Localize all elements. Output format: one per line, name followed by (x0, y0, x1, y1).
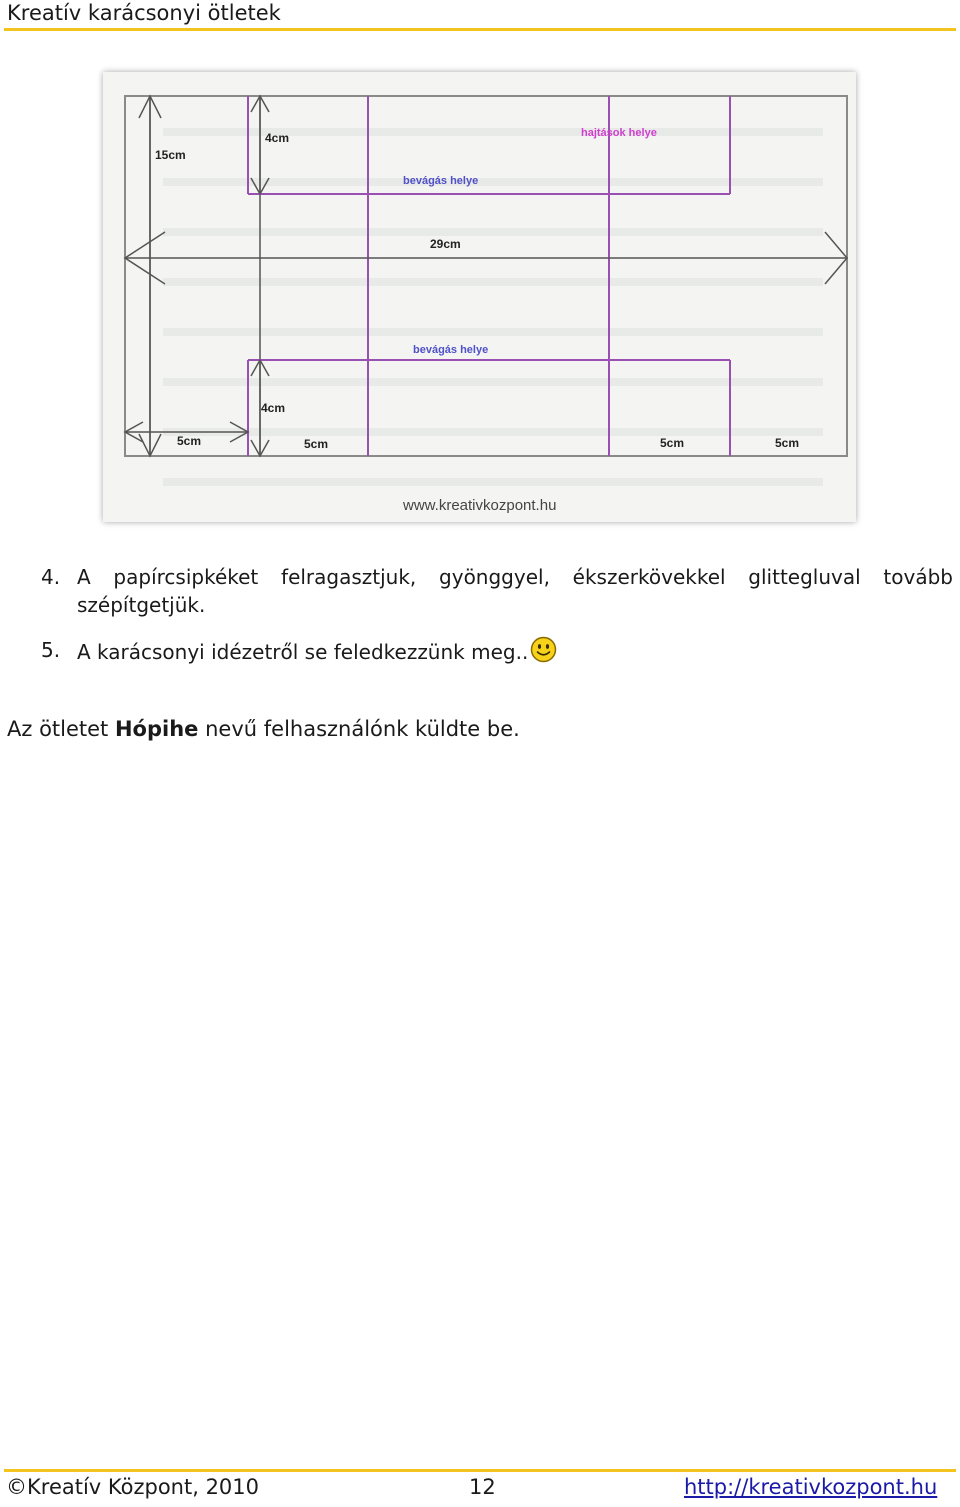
list-text: A papírcsipkéket felragasztjuk, gyönggyel, ékszerkövekkel glittegluval tovább szépítgetjük. (77, 565, 953, 617)
label-5cm-b: 5cm (304, 437, 329, 451)
credit-prefix: Az ötletet (7, 717, 109, 741)
header-rule (4, 28, 956, 31)
label-5cm-d: 5cm (775, 436, 800, 450)
footer-copyright: ©Kreatív Központ, 2010 (6, 1475, 260, 1499)
credit-suffix: nevű felhasználónk küldte be. (205, 717, 520, 741)
list-number: 4. (41, 565, 61, 589)
label-4cm-bottom: 4cm (261, 401, 286, 415)
figure-watermark: www.kreativkozpont.hu (403, 497, 557, 514)
label-4cm-top: 4cm (265, 131, 290, 145)
list-text: A karácsonyi idézetről se feledkezzünk meg.. (77, 640, 529, 664)
smiley-icon (530, 636, 557, 663)
credit-line (7, 715, 520, 743)
label-29cm: 29cm (430, 237, 461, 251)
page-number: 12 (469, 1475, 496, 1499)
list-text-wrap (77, 636, 953, 666)
label-fold-place: hajtások helye (581, 127, 657, 139)
template-diagram-svg (103, 72, 856, 522)
footer-rule (4, 1469, 956, 1472)
label-5cm-a: 5cm (177, 434, 202, 448)
label-5cm-c: 5cm (660, 436, 685, 450)
label-cut-place-top: bevágás helye (403, 175, 479, 187)
footer-url-link[interactable]: http://kreativkozpont.hu (684, 1475, 938, 1499)
label-cut-place-bottom: bevágás helye (413, 344, 489, 356)
label-15cm: 15cm (155, 148, 186, 162)
template-diagram (103, 72, 856, 522)
credit-author: Hópihe (114, 717, 199, 741)
list-number: 5. (41, 638, 61, 662)
header-title: Kreatív karácsonyi ötletek (7, 1, 281, 25)
